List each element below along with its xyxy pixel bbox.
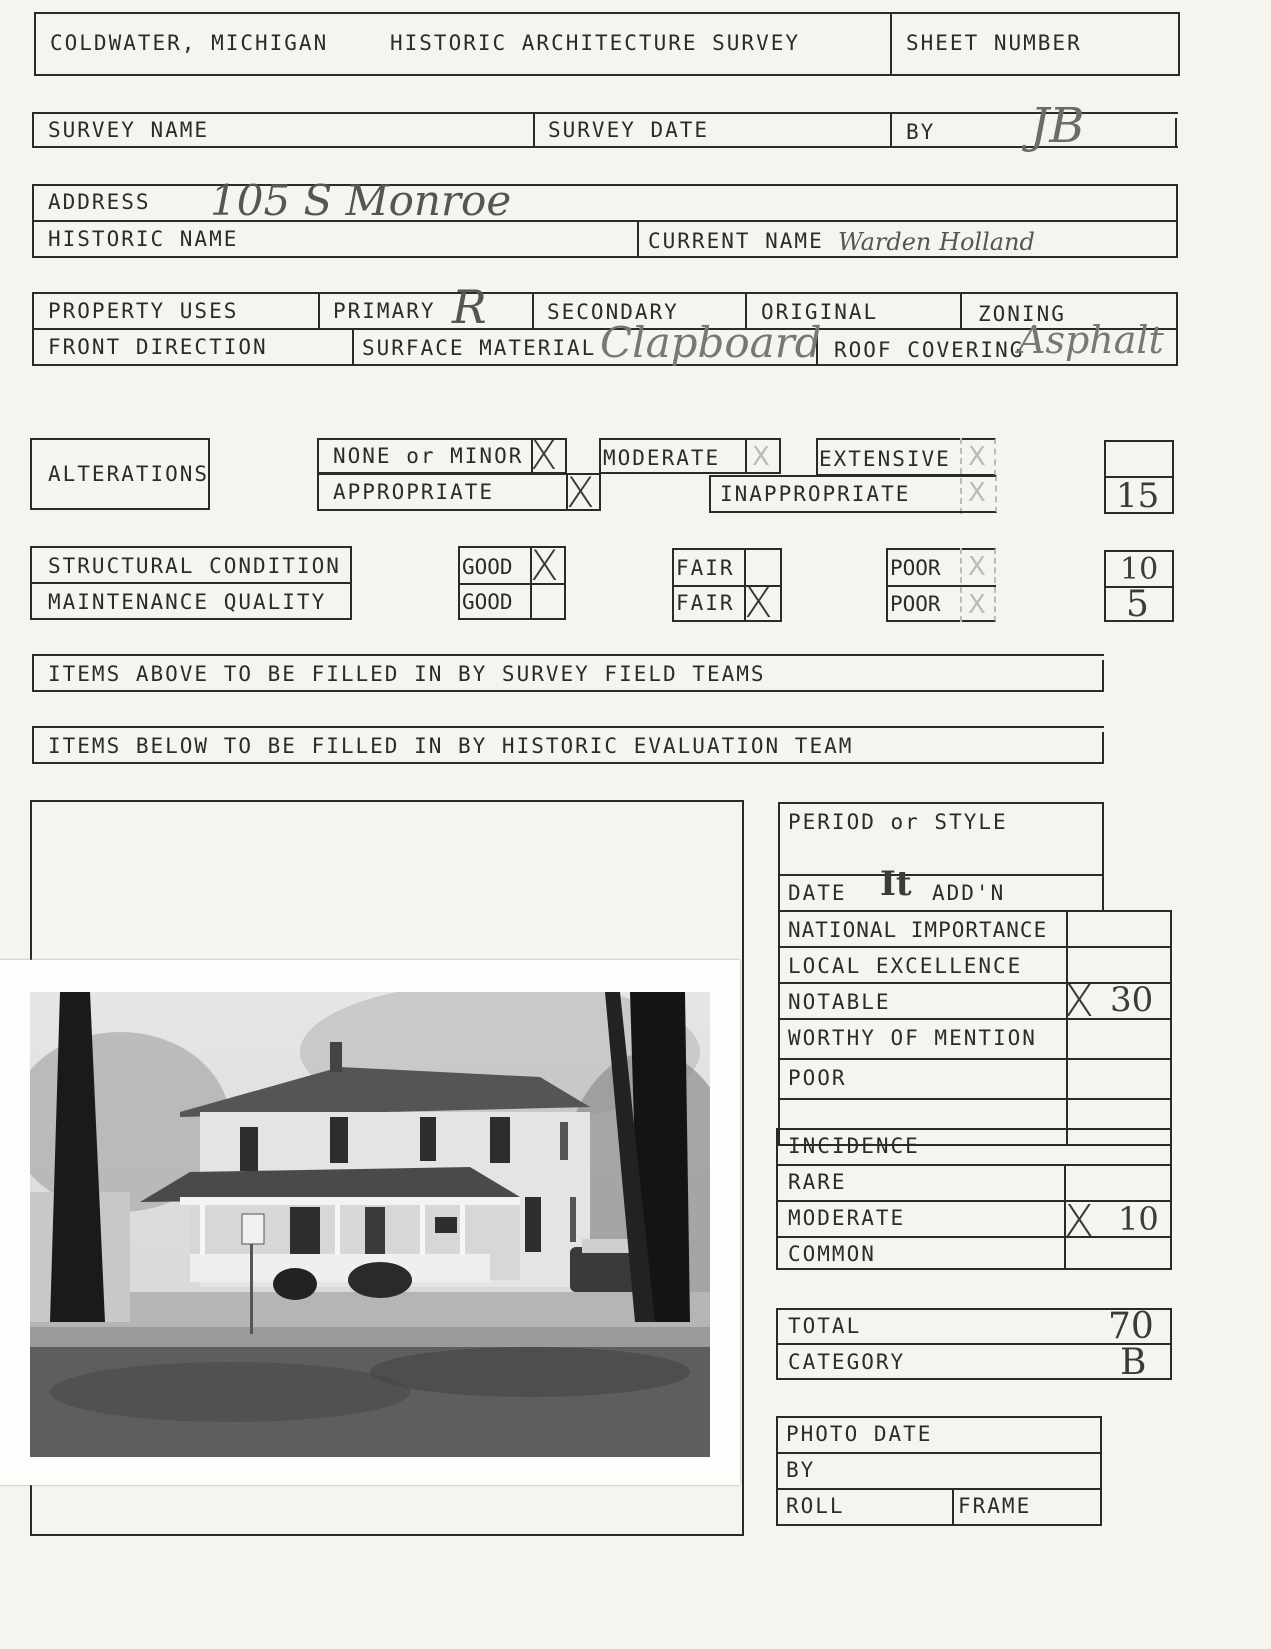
worthy-of-mention-label: WORTHY OF MENTION <box>788 1026 1037 1050</box>
common-label: COMMON <box>788 1242 876 1266</box>
total-label: TOTAL <box>788 1314 862 1338</box>
none-minor-label: NONE or MINOR <box>333 444 524 468</box>
date-label: DATE <box>788 881 847 905</box>
period-style-label: PERIOD or STYLE <box>788 810 1008 834</box>
good-label-structural: GOOD <box>462 555 513 579</box>
roof-covering-value: Asphalt <box>1018 318 1164 362</box>
property-uses-label: PROPERTY USES <box>48 299 239 323</box>
photo-by-label: BY <box>786 1458 816 1482</box>
house-photograph <box>30 992 710 1457</box>
maintenance-fair-x: X <box>744 578 773 627</box>
roof-covering-label: ROOF COVERING <box>834 338 1025 362</box>
incidence-moderate-x: X <box>1064 1196 1095 1247</box>
structural-score: 10 <box>1120 552 1159 587</box>
surface-material-value: Clapboard <box>600 318 822 367</box>
alterations-label: ALTERATIONS <box>48 462 210 486</box>
inappropriate-faint-x: X <box>968 478 986 508</box>
note-above: ITEMS ABOVE TO BE FILLED IN BY SURVEY FIELD TEAMS <box>48 662 766 686</box>
notable-x: X <box>1064 976 1095 1027</box>
surveyor-initials: JB <box>1030 98 1085 154</box>
original-label: ORIGINAL <box>761 300 879 324</box>
fair-label-structural: FAIR <box>676 556 735 580</box>
address-label: ADDRESS <box>48 190 151 214</box>
front-direction-label: FRONT DIRECTION <box>48 335 268 359</box>
fair-label-maintenance: FAIR <box>676 591 735 615</box>
appropriate-x: X <box>566 468 595 517</box>
current-name-value: Warden Holland <box>838 228 1035 256</box>
maintenance-score: 5 <box>1126 584 1149 625</box>
zoning-label: ZONING <box>978 302 1066 326</box>
structural-condition-label: STRUCTURAL CONDITION <box>48 554 341 578</box>
moderate-incidence-label: MODERATE <box>788 1206 906 1230</box>
maintenance-quality-label: MAINTENANCE QUALITY <box>48 590 327 614</box>
current-name-label: CURRENT NAME <box>648 229 824 253</box>
category-label: CATEGORY <box>788 1350 906 1374</box>
historic-name-label: HISTORIC NAME <box>48 227 239 251</box>
appropriate-label: APPROPRIATE <box>333 480 495 504</box>
period-style-value: It <box>880 864 912 904</box>
note-below: ITEMS BELOW TO BE FILLED IN BY HISTORIC EVALUATION TEAM <box>48 734 854 758</box>
roll-label: ROLL <box>786 1494 845 1518</box>
none-minor-x: X <box>530 433 558 479</box>
photo-date-label: PHOTO DATE <box>786 1422 933 1446</box>
incidence-score: 10 <box>1118 1200 1159 1238</box>
header-city: COLDWATER, MICHIGAN <box>50 31 329 55</box>
poor-faint-x-maintenance: X <box>968 590 986 620</box>
house-photo-illustration <box>30 992 710 1457</box>
moderate-faint-x: X <box>752 442 770 472</box>
extensive-faint-x: X <box>968 442 986 472</box>
header-title: HISTORIC ARCHITECTURE SURVEY <box>390 31 801 55</box>
survey-name-label: SURVEY NAME <box>48 118 210 142</box>
secondary-label: SECONDARY <box>547 300 679 324</box>
alterations-score: 15 <box>1116 476 1160 516</box>
national-importance-label: NATIONAL IMPORTANCE <box>788 918 1048 942</box>
poor-label-maintenance: POOR <box>890 592 941 616</box>
primary-value: R <box>452 280 487 334</box>
address-value: 105 S Monroe <box>210 176 512 225</box>
addn-label: ADD'N <box>932 881 1006 905</box>
extensive-label: EXTENSIVE <box>819 447 951 471</box>
poor-faint-x-structural: X <box>968 552 986 582</box>
survey-by-label: BY <box>906 120 936 144</box>
house-photo-print <box>0 960 740 1485</box>
category-value: B <box>1120 1342 1147 1383</box>
moderate-label: MODERATE <box>603 446 721 470</box>
total-value: 70 <box>1108 1306 1154 1347</box>
good-label-maintenance: GOOD <box>462 590 513 614</box>
notable-label: NOTABLE <box>788 990 891 1014</box>
survey-date-label: SURVEY DATE <box>548 118 710 142</box>
poor-importance-label: POOR <box>788 1066 847 1090</box>
sheet-number-label: SHEET NUMBER <box>906 31 1082 55</box>
surface-material-label: SURFACE MATERIAL <box>362 336 597 360</box>
primary-label: PRIMARY <box>333 299 436 323</box>
style-score: 30 <box>1110 980 1154 1020</box>
frame-label: FRAME <box>958 1494 1032 1518</box>
incidence-label: INCIDENCE <box>788 1134 920 1158</box>
inappropriate-label: INAPPROPRIATE <box>720 482 911 506</box>
structural-good-x: X <box>530 541 559 590</box>
rare-label: RARE <box>788 1170 847 1194</box>
poor-label-structural: POOR <box>890 556 941 580</box>
local-excellence-label: LOCAL EXCELLENCE <box>788 954 1023 978</box>
